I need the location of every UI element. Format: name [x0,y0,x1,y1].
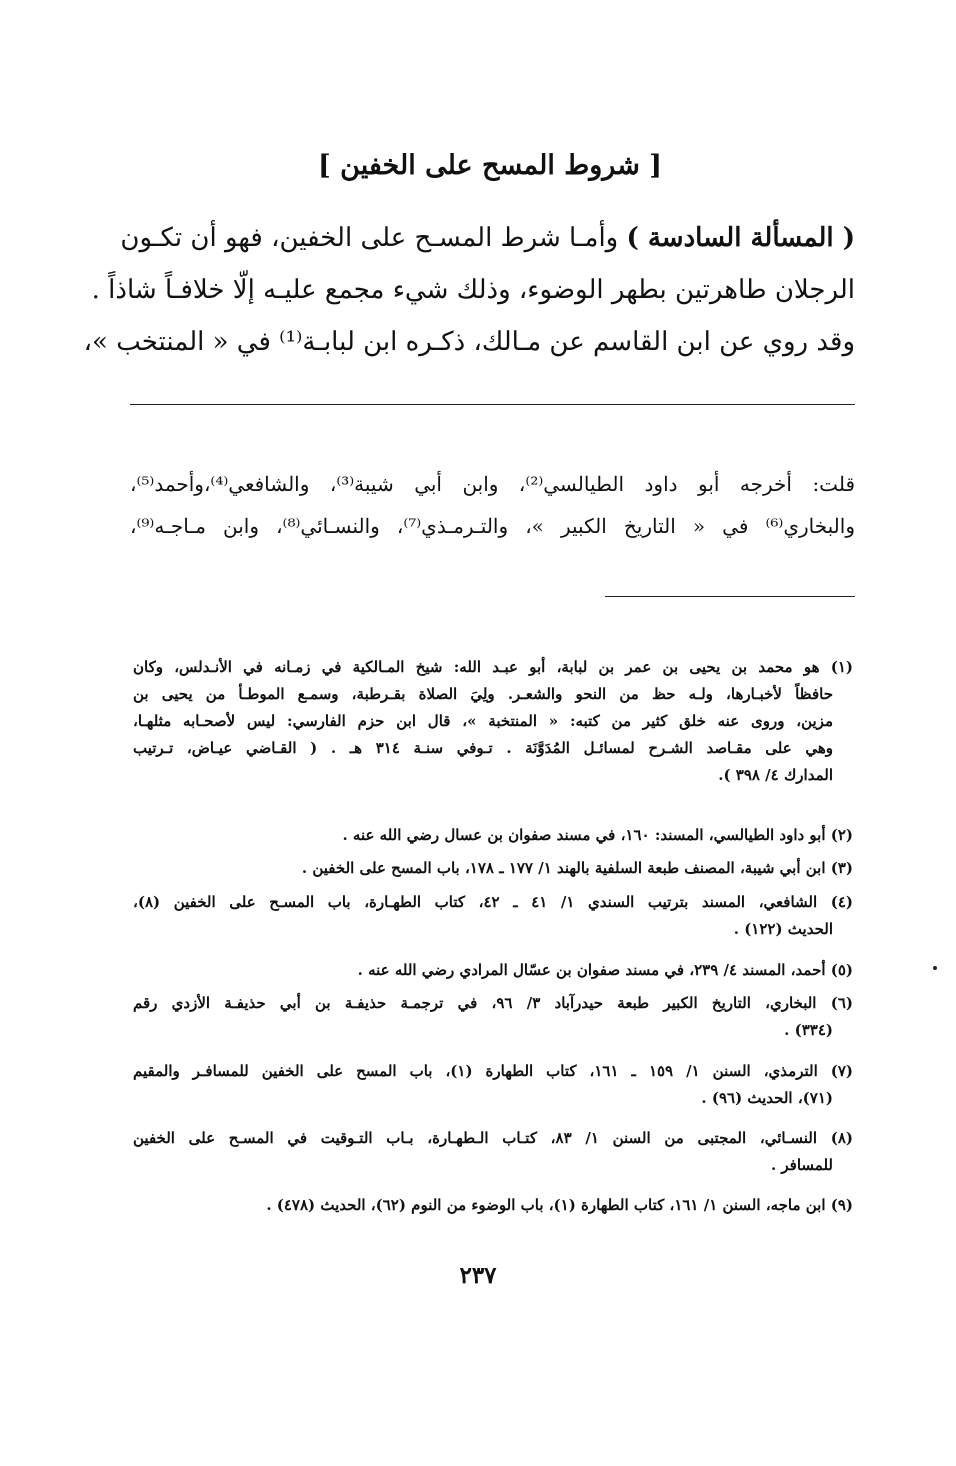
footnote-7-line-1: (٧) الترمذي، السنن ١/ ١٥٩ ـ ١٦١، كتاب الطهارة (١)، باب المسح على الخفين للمسافـر والمقيم [133,1062,854,1080]
footnote-8-line-1: (٨) النسـائي، المجتبى من السنن ١/ ٨٣، كتـاب الـطهـارة، بـاب التـوقيت في المسـح على الخفين [133,1129,853,1147]
footnote-6-line-1: (٦) البخاري، التاريخ الكبير طبعة حيدرآباد ٣/ ٩٦، في ترجمـة حذيفـة بن أبي حذيفـة الأزدي رقم [133,994,853,1012]
footnote-1-line-5: المدارك ٤/ ٣٩٨ ). [718,766,833,784]
main-text-line-3: وقد روي عن ابن القاسم عن مـالك، ذكـره ابن لبابـة⁽¹⁾ في « المنتخب »، [83,327,855,357]
footnote-7-line-2: (٧١)، الحديث (٩٦) . [701,1089,833,1107]
main-text-line-1 [120,212,855,264]
footnote-6-line-2: (٣٣٤) . [784,1021,833,1039]
scan-speck [933,966,937,970]
footnote-3-line-1: (٣) ابن أبي شيبة، المصنف طبعة السلفية بالهند ١/ ١٧٧ ـ ١٧٨، باب المسح على الخفين . [301,859,853,877]
issue-label: ( المسألة السادسة ) [626,223,855,253]
footnote-7 [133,1058,853,1112]
annotation-line-2: والبخاري⁽⁶⁾ في « التاريخ الكبير »، والتـرمـذي⁽⁷⁾، والنسـائي⁽⁸⁾، وابن مـاجـه⁽⁹⁾، [130,514,855,538]
footnote-1-line-2: حافظاً لأخبـارها، ولـه حظ من النحو والشعـر. ولِيَ الصلاة بقـرطبة، وسمـع الموطـأ من يحيى بن [133,685,833,703]
footnote-4 [133,889,853,943]
footnote-4-line-1: (٤) الشافعي، المسند بترتيب السندي ١/ ٤١ ـ ٤٢، كتاب الطهـارة، باب المسـح على الخفين (٨)، [133,893,854,911]
footnote-8-line-2: للمسافر . [770,1156,833,1174]
main-text-line-1-rest: وأمـا شرط المسـح على الخفين، فهو أن تكـون [120,223,627,253]
footnote-1-line-1: (١) هو محمد بن يحيى بن عمر بن لبابة، أبو عبـد الله: شيخ المـالكية في زمـانه في الأنـدلس، وكان [133,658,853,676]
main-text-line-2: الرجلان طاهرتين بطهر الوضوء، وذلك شيء مجمع عليـه إلّا خلافـاً شاذاً . [91,275,855,305]
footnote-divider [605,596,855,597]
footnote-5 [133,957,853,984]
footnote-8 [133,1125,853,1179]
footnote-9-line-1: (٩) ابن ماجه، السنن ١/ ١٦١، كتاب الطهارة (١)، باب الوضوء من النوم (٦٢)، الحديث (٤٧٨) . [266,1196,853,1214]
footnote-1-line-3: مزين، وروى عنه خلق كثير من كتبه: « المنتخبة »، قال ابن حزم الفارسي: ليس لأصحـابه مثلهـا، [133,712,833,730]
section-heading: [ شروط المسح على الخفين ] [318,150,662,181]
footnote-3 [133,855,853,882]
footnote-1 [133,654,853,789]
footnote-2-line-1: (٢) أبو داود الطيالسي، المسند: ١٦٠، في مسند صفوان بن عسال رضي الله عنه . [342,826,853,844]
main-text-divider [130,404,855,405]
page-number: ٢٣٧ [459,1262,497,1289]
footnote-2 [133,822,853,849]
footnote-4-line-2: الحديث (١٢٢) . [733,920,833,938]
footnote-9 [133,1192,853,1219]
footnote-6 [133,990,853,1044]
annotation-line-1: قلت: أخرجه أبو داود الطيالسي⁽²⁾، وابن أبي شيبة⁽³⁾، والشافعي⁽⁴⁾،وأحمد⁽⁵⁾، [130,472,856,496]
footnote-5-line-1: (٥) أحمد، المسند ٤/ ٢٣٩، في مسند صفوان بن عسّال المرادي رضي الله عنه . [357,961,853,979]
footnote-1-line-4: وهي على مقـاصد الشـرح لمسائـل المُدَوَّنَة . تـوفي سنـة ٣١٤ هـ . ( القـاضي عيـاض، تـرتيب [133,739,833,757]
